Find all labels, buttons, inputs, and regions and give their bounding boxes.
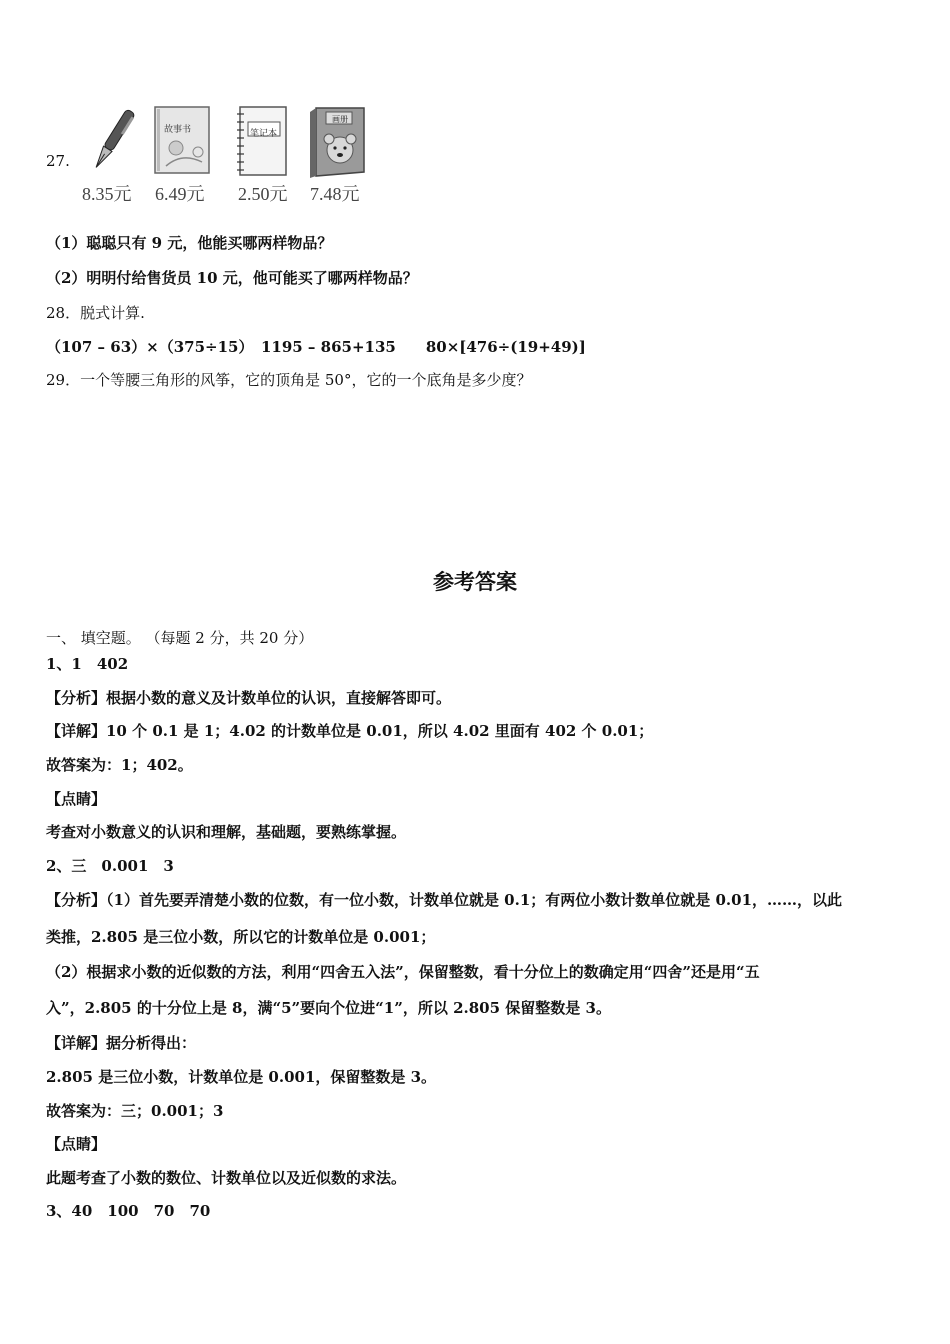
q29-text: 29．一个等腰三角形的风筝，它的顶角是 50°，它的一个底角是多少度？ [46, 371, 532, 389]
q27-sub2: （2）明明付给售货员 10 元，他可能买了哪两样物品？ [46, 269, 418, 287]
q28-expressions: （107 – 63）×（375÷15） 1195 – 865+135 80×[476÷(19+49)] [46, 338, 586, 356]
answer-2-tip-label: 【点睛】 [46, 1135, 107, 1153]
answer-2-analysis-1: 【分析】（1）首先要弄清楚小数的位数，有一位小数，计数单位就是 0.1；有两位小数计数单位就是 0.01，……，以此 [46, 891, 843, 909]
book-icon [152, 104, 214, 178]
answer-2-detail-2: 2.805 是三位小数，计数单位是 0.001，保留整数是 3。 [46, 1068, 437, 1086]
section-heading: 一、 填空题。 （每题 2 分，共 20 分） [46, 629, 314, 647]
notebook-icon [234, 104, 290, 178]
answer-1-analysis: 【分析】根据小数的意义及计数单位的认识，直接解答即可。 [46, 689, 452, 707]
answer-2-analysis-4: 入”，2.805 的十分位上是 8，满“5”要向个位进“1”，所以 2.805 保留整数是 3。 [46, 999, 611, 1017]
q28-title: 28．脱式计算. [46, 304, 145, 322]
notebook-price: 2.50元 [238, 184, 288, 204]
answer-3-number: 3、40 100 70 70 [46, 1202, 211, 1220]
notebook-label: 笔记本 [250, 129, 278, 139]
story-book-price: 6.49元 [155, 184, 205, 204]
answer-1-number: 1、1 402 [46, 655, 129, 673]
pen-price: 8.35元 [82, 184, 132, 204]
story-book-label: 故事书 [164, 125, 192, 135]
picture-book-label: 画册 [332, 115, 348, 124]
answer-2-result: 故答案为：三；0.001；3 [46, 1102, 224, 1120]
picture-book-price: 7.48元 [310, 184, 360, 204]
pen-icon [82, 104, 142, 179]
answer-2-tip: 此题考查了小数的数位、计数单位以及近似数的求法。 [46, 1169, 407, 1187]
question-27-number: 27. [46, 152, 70, 170]
answer-2-number: 2、三 0.001 3 [46, 857, 174, 875]
answer-2-detail: 【详解】据分析得出： [46, 1034, 197, 1052]
answer-1-detail: 【详解】10 个 0.1 是 1；4.02 的计数单位是 0.01，所以 4.02 里面有 402 个 0.01； [46, 722, 654, 740]
answers-heading: 参考答案 [433, 570, 517, 594]
answer-2-analysis-2: 类推，2.805 是三位小数，所以它的计数单位是 0.001； [46, 928, 436, 946]
answer-2-analysis-3: （2）根据求小数的近似数的方法，利用“四舍五入法”，保留整数，看十分位上的数确定用“四舍”还是用“五 [46, 963, 760, 981]
q27-sub1: （1）聪聪只有 9 元，他能买哪两样物品？ [46, 234, 333, 252]
answer-1-tip-label: 【点睛】 [46, 790, 107, 808]
answer-1-tip: 考查对小数意义的认识和理解，基础题，要熟练掌握。 [46, 823, 407, 841]
answer-1-result: 故答案为：1；402。 [46, 756, 193, 774]
